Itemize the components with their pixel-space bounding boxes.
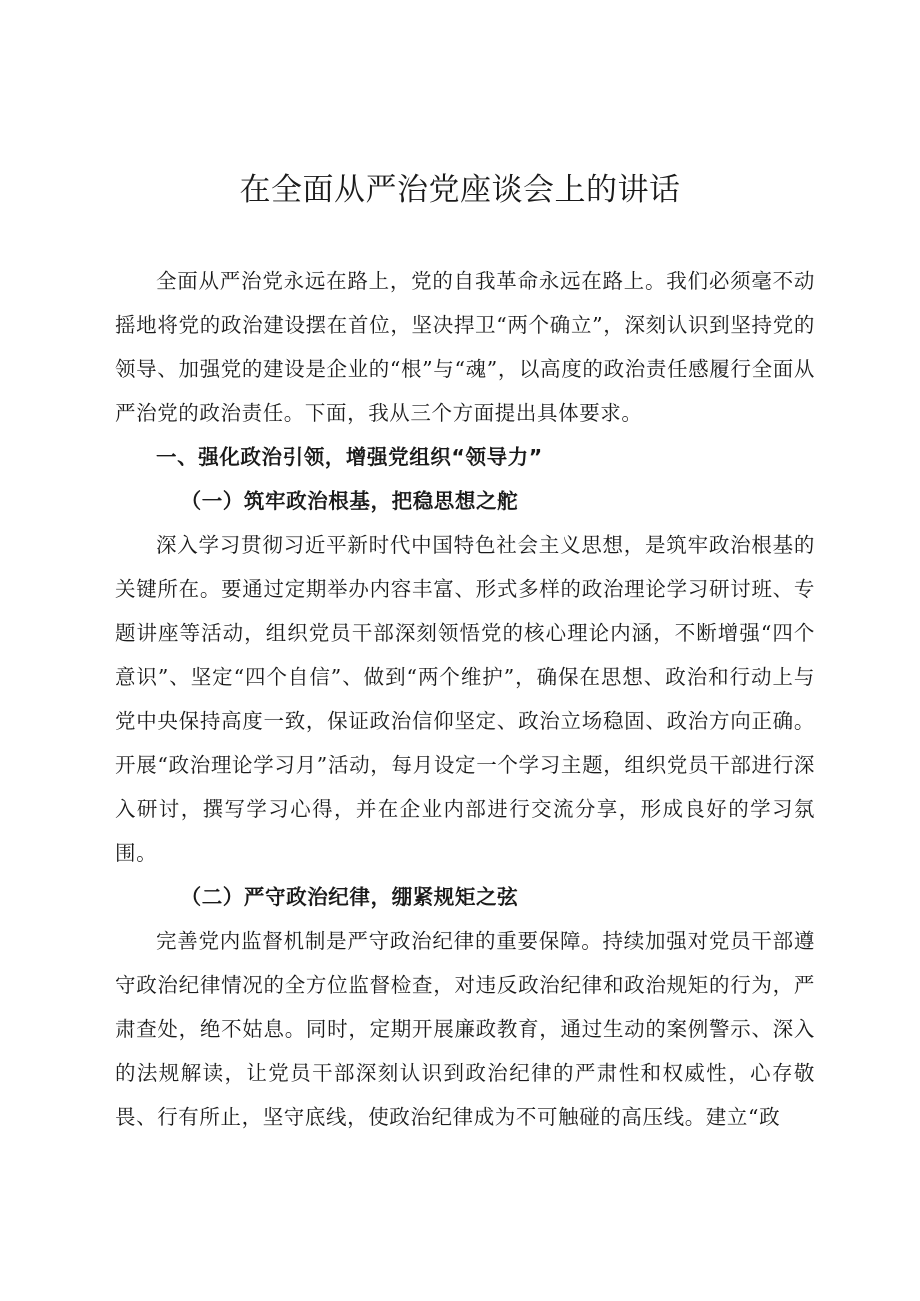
- intro-paragraph: 全面从严治党永远在路上，党的自我革命永远在路上。我们必须毫不动摇地将党的政治建设摆在首位，坚决捍卫“两个确立”，深刻认识到坚持党的领导、加强党的建设是企业的“根”与“魂”，以高度的政治责任感履行全面从严治党的政治责任。下面，我从三个方面提出具体要求。: [115, 269, 815, 425]
- subsection-2-paragraph: 完善党内监督机制是严守政治纪律的重要保障。持续加强对党员干部遵守政治纪律情况的全方位监督检查，对违反政治纪律和政治规矩的行为，严肃查处，绝不姑息。同时，定期开展廉政教育，通过生动的案例警示、深入的法规解读，让党员干部深刻认识到政治纪律的严肃性和权威性，心存敬畏、行有所止，坚守底线，使政治纪律成为不可触碰的高压线。建立“政: [115, 929, 815, 1129]
- section-1-heading: 一、强化政治引领，增强党组织“领导力”: [156, 445, 543, 469]
- subsection-1-paragraph: 深入学习贯彻习近平新时代中国特色社会主义思想，是筑牢政治根基的关键所在。要通过定期举办内容丰富、形式多样的政治理论学习研讨班、专题讲座等活动，组织党员干部深刻领悟党的核心理论内涵，不断增强“四个意识”、坚定“四个自信”、做到“两个维护”，确保在思想、政治和行动上与党中央保持高度一致，保证政治信仰坚定、政治立场稳固、政治方向正确。开展“政治理论学习月”活动，每月设定一个学习主题，组织党员干部进行深入研讨，撰写学习心得，并在企业内部进行交流分享，形成良好的学习氛围。: [115, 533, 815, 865]
- subsection-1-heading: （一）筑牢政治根基，把稳思想之舵: [180, 489, 519, 513]
- page-title: 在全面从严治党座谈会上的讲话: [239, 172, 681, 208]
- document-body: [115, 259, 815, 1139]
- subsection-2-heading: （二）严守政治纪律，绷紧规矩之弦: [180, 885, 519, 909]
